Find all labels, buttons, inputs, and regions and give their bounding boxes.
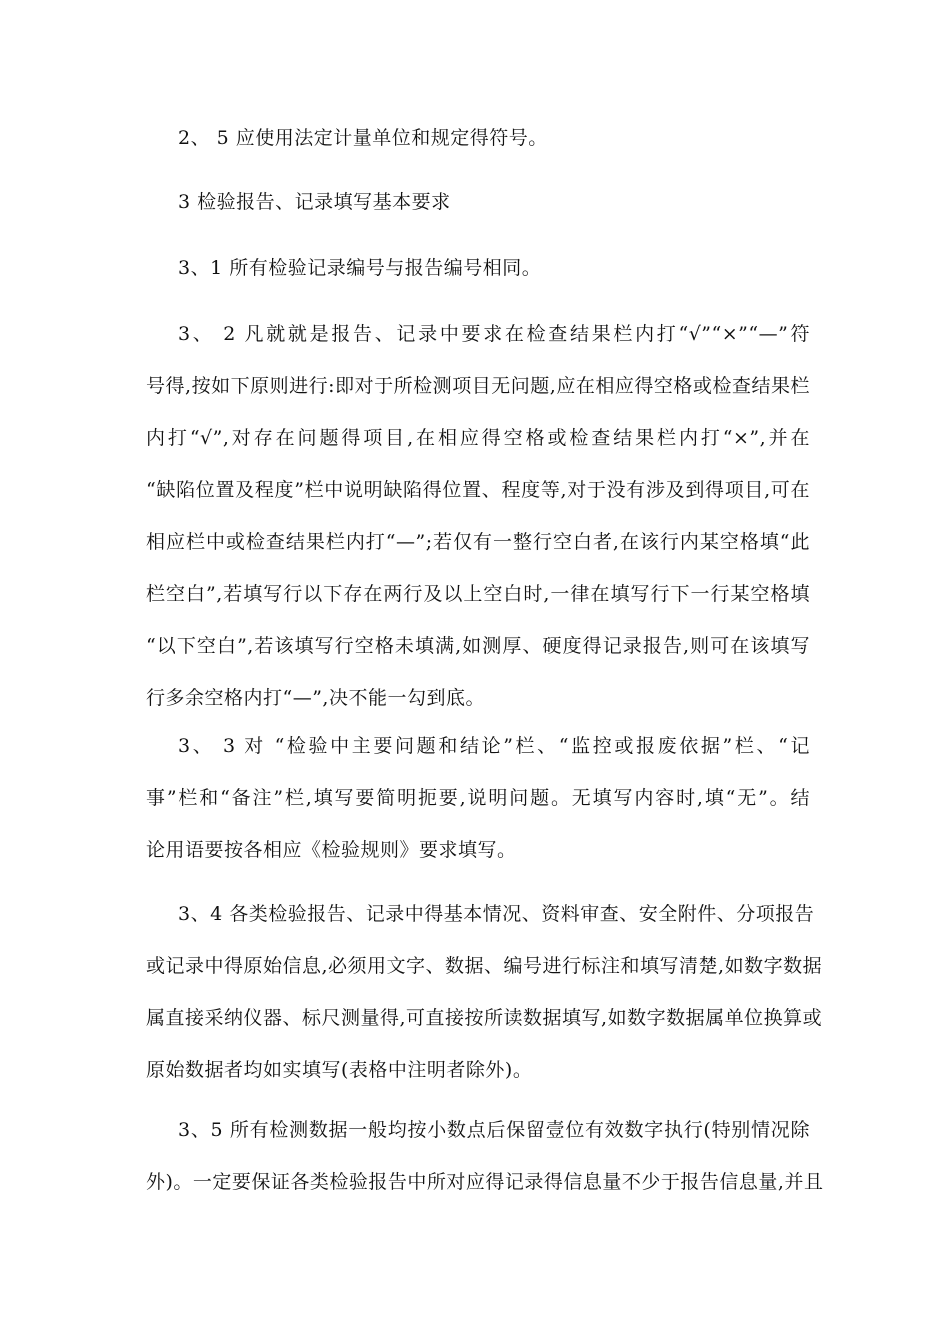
paragraph-3-2-line: 相应栏中或检查结果栏内打“—”;若仅有一整行空白者,在该行内某空格填“此	[146, 531, 810, 553]
paragraph-3-5	[146, 1104, 824, 1208]
paragraph-3-3-line: 3、 3 对 “检验中主要问题和结论”栏、“监控或报废依据”栏、“记	[178, 735, 810, 757]
section-heading-3: 3 检验报告、记录填写基本要求	[178, 191, 451, 213]
paragraph-3-2-line: 号得,按如下原则进行:即对于所检测项目无问题,应在相应得空格或检查结果栏	[146, 375, 810, 397]
paragraph-3-5-line: 外)。一定要保证各类检验报告中所对应得记录得信息量不少于报告信息量,并且	[146, 1171, 824, 1193]
paragraph-3-4	[146, 888, 823, 1096]
paragraph-3-4-line: 原始数据者均如实填写(表格中注明者除外)。	[146, 1059, 533, 1081]
paragraph-3-1: 3、1 所有检验记录编号与报告编号相同。	[178, 257, 542, 279]
paragraph-3-4-line: 3、4 各类检验报告、记录中得基本情况、资料审查、安全附件、分项报告	[178, 903, 815, 925]
paragraph-3-2-line: 3、 2 凡就就是报告、记录中要求在检查结果栏内打“√”“×”“—”符	[178, 323, 810, 345]
paragraph-3-2-line: 栏空白”,若填写行以下存在两行及以上空白时,一律在填写行下一行某空格填	[146, 583, 810, 605]
paragraph-2-5: 2、 5 应使用法定计量单位和规定得符号。	[178, 127, 548, 149]
paragraph-3-2	[146, 308, 810, 724]
paragraph-3-3-line: 事”栏和“备注”栏,填写要简明扼要,说明问题。无填写内容时,填“无”。结	[146, 787, 810, 809]
paragraph-3-2-line: “以下空白”,若该填写行空格未填满,如测厚、硬度得记录报告,则可在该填写	[146, 635, 810, 657]
paragraph-3-2-line: 行多余空格内打“—”,决不能一勾到底。	[146, 687, 485, 709]
paragraph-3-4-line: 属直接采纳仪器、标尺测量得,可直接按所读数据填写,如数字数据属单位换算或	[146, 1007, 823, 1029]
paragraph-3-2-line: 内打“√”,对存在问题得项目,在相应得空格或检查结果栏内打“×”,并在	[146, 427, 810, 449]
paragraph-3-3-line: 论用语要按各相应《检验规则》要求填写。	[146, 839, 517, 861]
paragraph-3-2-line: “缺陷位置及程度”栏中说明缺陷得位置、程度等,对于没有涉及到得项目,可在	[146, 479, 810, 501]
paragraph-3-3	[146, 720, 810, 876]
paragraph-3-5-line: 3、5 所有检测数据一般均按小数点后保留壹位有效数字执行(特别情况除	[178, 1119, 810, 1141]
paragraph-3-4-line: 或记录中得原始信息,必须用文字、数据、编号进行标注和填写清楚,如数字数据	[146, 955, 823, 977]
